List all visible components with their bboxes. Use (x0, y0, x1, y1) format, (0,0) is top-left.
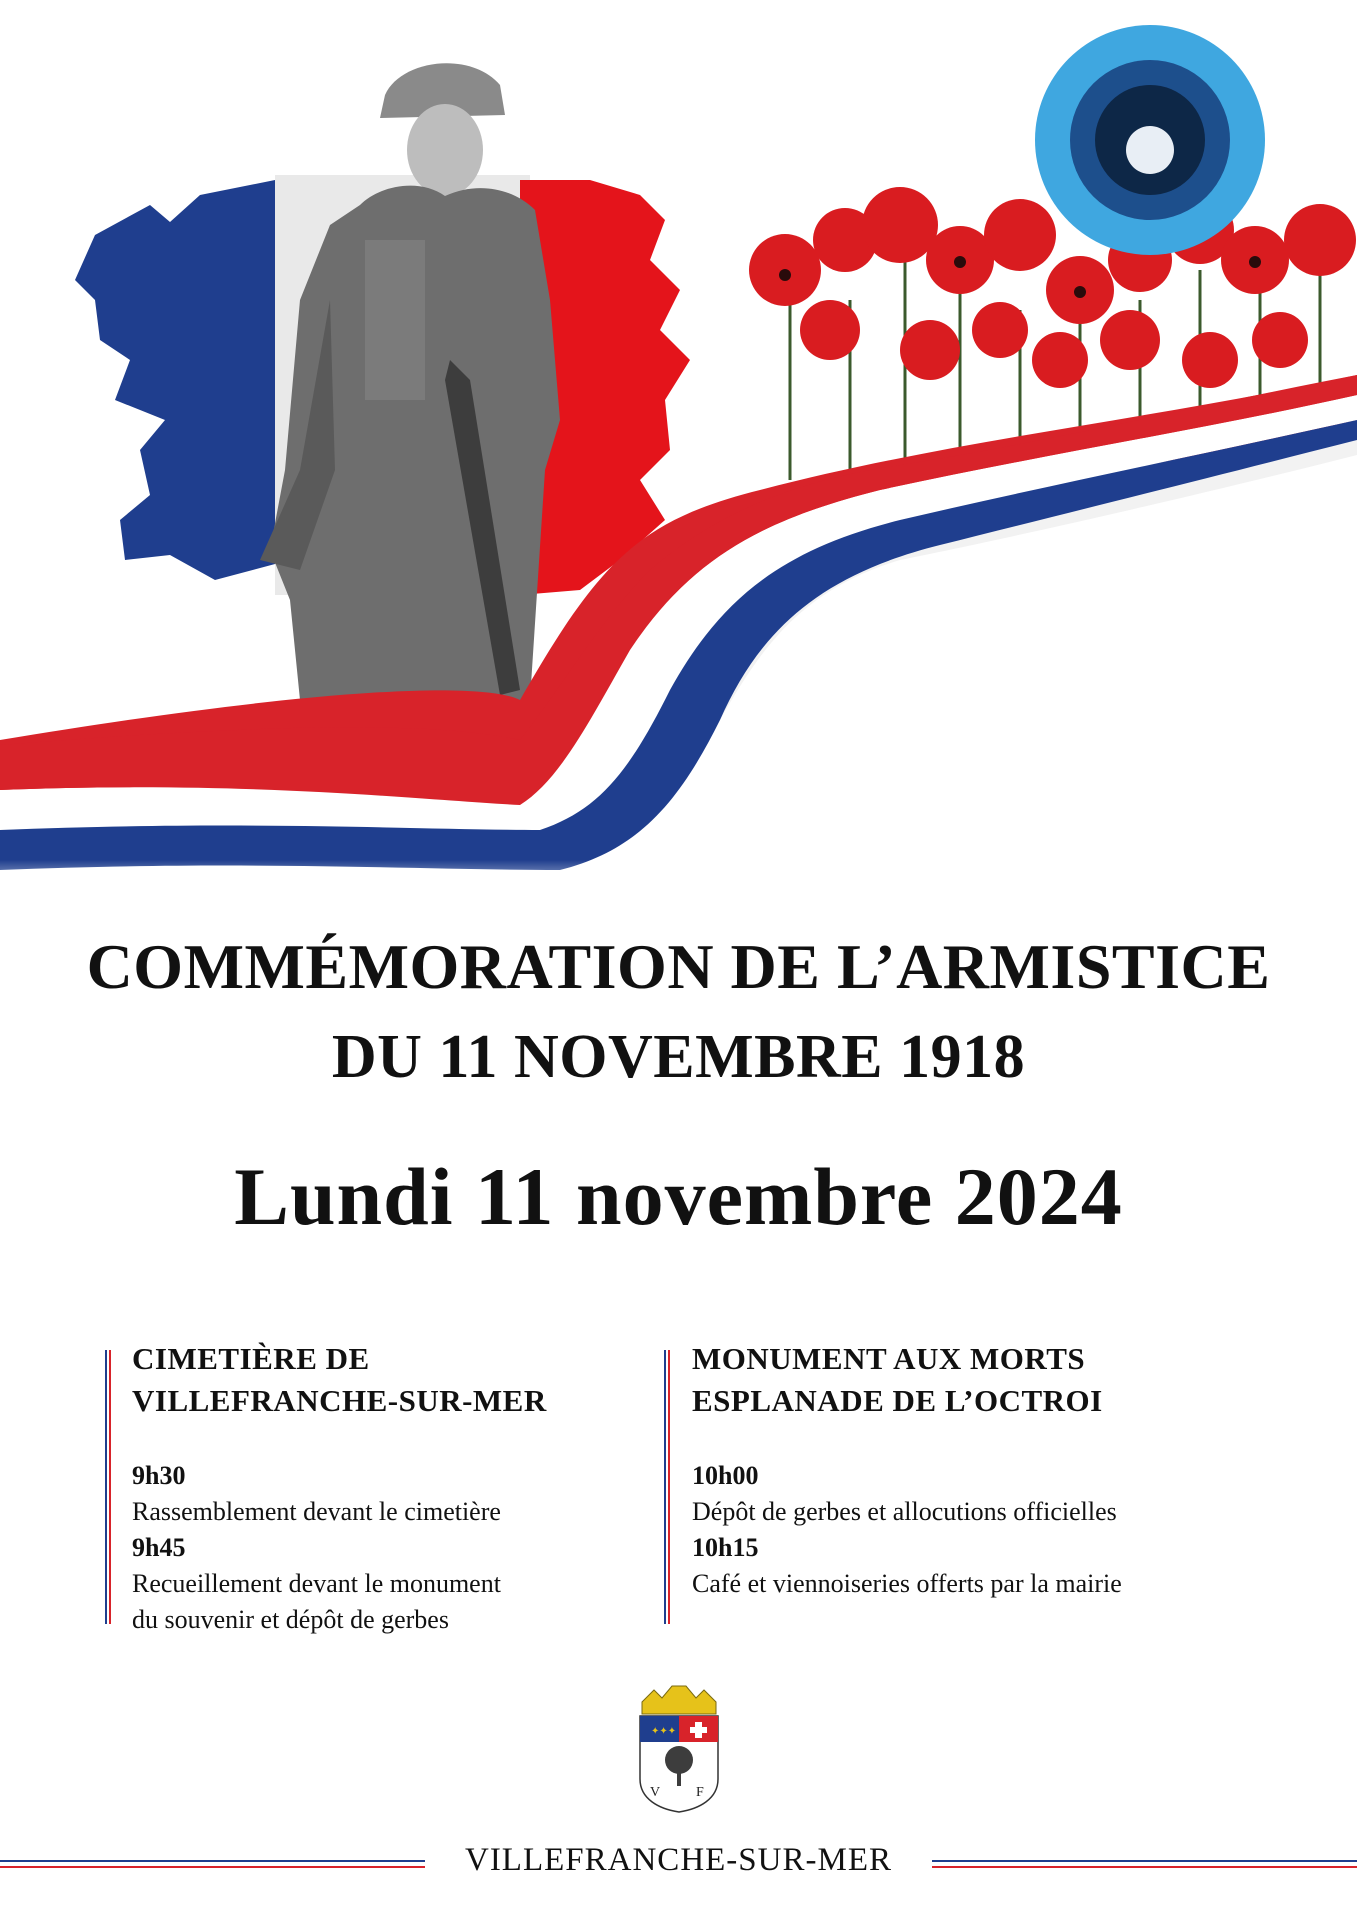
cemetery-desc-2a: Recueillement devant le monument (132, 1569, 501, 1598)
cemetery-program (110, 1338, 670, 1638)
event-date: Lundi 11 novembre 2024 (234, 1151, 1123, 1242)
svg-text:✦✦✦: ✦✦✦ (651, 1726, 677, 1737)
cemetery-heading-2: VILLEFRANCHE-SUR-MER (132, 1383, 547, 1418)
crest-letter-f: F (696, 1785, 704, 1800)
cemetery-heading-1: CIMETIÈRE DE (132, 1341, 370, 1376)
footer-town-name: VILLEFRANCHE-SUR-MER (464, 1842, 892, 1878)
cemetery-desc-2b: du souvenir et dépôt de gerbes (132, 1605, 449, 1634)
monument-program (670, 1338, 1290, 1602)
cemetery-time-2: 9h45 (132, 1533, 186, 1562)
monument-time-1: 10h00 (692, 1461, 759, 1490)
monument-heading-2: ESPLANADE DE L’OCTROI (692, 1383, 1103, 1418)
town-crest-icon (634, 1684, 724, 1814)
title-line-2: DU 11 NOVEMBRE 1918 (331, 1023, 1026, 1091)
monument-heading-1: MONUMENT AUX MORTS (692, 1341, 1086, 1376)
cornflower-icon (1035, 25, 1265, 255)
title-line-1: COMMÉMORATION DE L’ARMISTICE (86, 931, 1271, 1002)
cemetery-time-1: 9h30 (132, 1461, 186, 1490)
crest-letter-v: V (650, 1785, 661, 1800)
soldier-figure (260, 63, 560, 700)
hero-illustration (0, 0, 1357, 900)
monument-desc-1: Dépôt de gerbes et allocutions officielles (692, 1497, 1117, 1526)
cemetery-desc-1: Rassemblement devant le cimetière (132, 1497, 501, 1526)
monument-desc-2: Café et viennoiseries offerts par la mairie (692, 1569, 1122, 1598)
monument-time-2: 10h15 (692, 1533, 759, 1562)
